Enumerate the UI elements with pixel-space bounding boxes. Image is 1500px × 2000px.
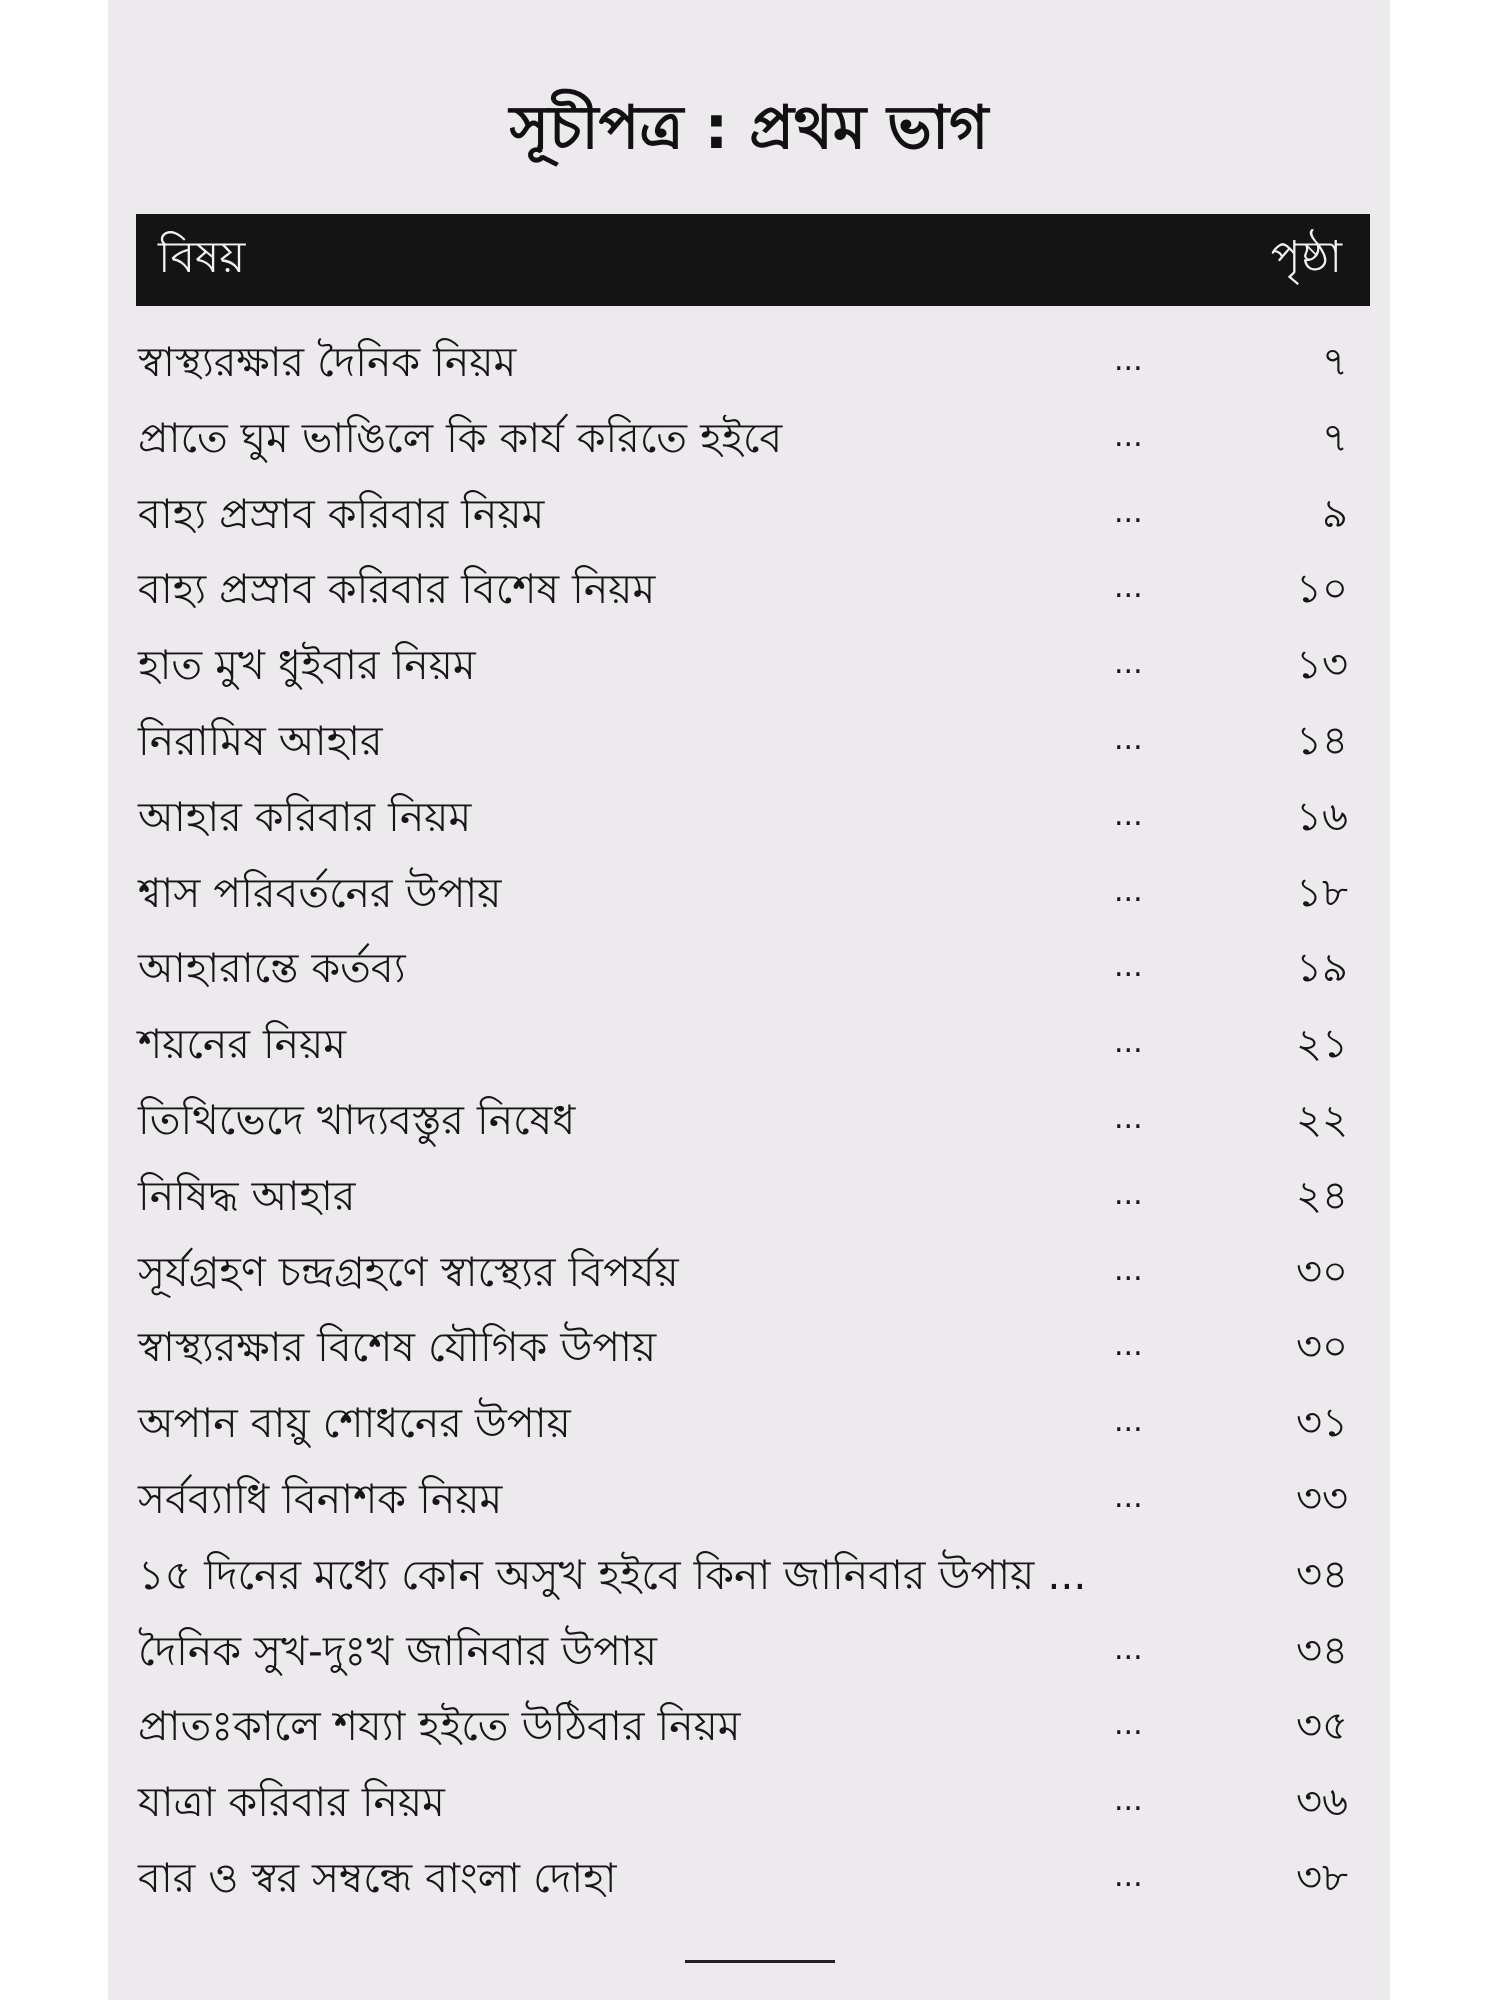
- toc-title: বাহ্য প্রস্রাব করিবার বিশেষ নিয়ম: [138, 565, 656, 614]
- toc-page: ১৯: [1296, 945, 1348, 992]
- toc-entry: [138, 938, 1348, 1014]
- toc-entry: [138, 1393, 1348, 1469]
- footer-rule: [685, 1960, 835, 1963]
- toc-page: ৩৪: [1296, 1551, 1348, 1598]
- toc-entry: [138, 1014, 1348, 1090]
- toc-leader: ...: [1114, 797, 1143, 833]
- header-subject: বিষয়: [158, 232, 246, 283]
- toc-leader: ...: [1114, 1404, 1143, 1440]
- toc-leader: ...: [1114, 570, 1143, 606]
- toc-page: ১৩: [1296, 642, 1348, 689]
- toc-entry: [138, 484, 1348, 560]
- toc-title: অপান বায়ু শোধনের উপায়: [138, 1399, 571, 1448]
- toc-entry: [138, 1242, 1348, 1318]
- toc-title: হাত মুখ ধুইবার নিয়ম: [138, 641, 476, 690]
- toc-title: সর্বব্যাধি বিনাশক নিয়ম: [138, 1474, 503, 1523]
- toc-page: ১৪: [1296, 717, 1348, 764]
- toc-entry: [138, 711, 1348, 787]
- book-page: [108, 0, 1390, 2000]
- toc-title: বাহ্য প্রস্রাব করিবার নিয়ম: [138, 489, 545, 538]
- toc-leader: ...: [1114, 494, 1143, 530]
- toc-page: ২২: [1295, 1096, 1348, 1143]
- toc-list: [138, 332, 1348, 1924]
- toc-title: স্বাস্থ্যরক্ষার দৈনিক নিয়ম: [138, 338, 517, 386]
- header-page: পৃষ্ঠা: [1270, 232, 1342, 283]
- toc-page: ৩১: [1296, 1400, 1348, 1447]
- toc-page: ২১: [1296, 1021, 1348, 1068]
- toc-title: শয়নের নিয়ম: [138, 1020, 347, 1069]
- toc-title: দৈনিক সুখ-দুঃখ জানিবার উপায়: [138, 1626, 658, 1675]
- toc-entry: [138, 1696, 1348, 1772]
- toc-page: ২৪: [1296, 1172, 1348, 1219]
- toc-leader: ...: [1114, 646, 1143, 682]
- toc-entry: [138, 1469, 1348, 1545]
- toc-leader: ...: [1114, 873, 1143, 909]
- toc-page: ১৬: [1296, 793, 1348, 840]
- toc-leader: ...: [1114, 1328, 1143, 1364]
- toc-leader: ...: [1114, 1783, 1143, 1819]
- toc-page: ৭: [1321, 414, 1348, 461]
- toc-page: ৩৫: [1296, 1703, 1348, 1750]
- toc-entry: [138, 1545, 1348, 1621]
- toc-title: প্রাতে ঘুম ভাঙিলে কি কার্য করিতে হইবে: [138, 413, 783, 462]
- toc-title: স্বাস্থ্যরক্ষার বিশেষ যৌগিক উপায়: [138, 1323, 657, 1372]
- toc-leader: ...: [1114, 1252, 1143, 1288]
- toc-leader: ...: [1114, 1176, 1143, 1212]
- toc-page: ৩০: [1295, 1324, 1348, 1371]
- toc-page: ৩৬: [1295, 1779, 1348, 1826]
- toc-title: যাত্রা করিবার নিয়ম: [138, 1778, 445, 1827]
- toc-title: আহারান্তে কর্তব্য: [138, 944, 406, 993]
- toc-page: ৩৮: [1296, 1854, 1348, 1901]
- table-header: [136, 214, 1370, 306]
- toc-leader: ...: [1114, 343, 1143, 378]
- toc-title: প্রাতঃকালে শয্যা হইতে উঠিবার নিয়ম: [138, 1702, 741, 1751]
- toc-title: শ্বাস পরিবর্তনের উপায়: [138, 868, 502, 917]
- toc-page: ৩৪: [1296, 1627, 1348, 1674]
- toc-title: আহার করিবার নিয়ম: [138, 792, 472, 841]
- toc-page: ১৮: [1296, 869, 1348, 916]
- toc-leader: ...: [1114, 1631, 1143, 1667]
- toc-page: ৩৩: [1295, 1475, 1348, 1522]
- toc-entry: [138, 1848, 1348, 1924]
- toc-page: ৭: [1321, 339, 1348, 385]
- toc-leader: ...: [1114, 1100, 1143, 1136]
- toc-page: ১০: [1296, 566, 1348, 613]
- toc-entry: [138, 408, 1348, 484]
- toc-leader: ...: [1114, 721, 1143, 757]
- toc-entry: [138, 1621, 1348, 1697]
- toc-entry: [138, 332, 1348, 408]
- toc-leader: ...: [1114, 1707, 1143, 1743]
- toc-title: সূর্যগ্রহণ চন্দ্রগ্রহণে স্বাস্থ্যের বিপর্যয়: [138, 1247, 679, 1296]
- toc-title: বার ও স্বর সম্বন্ধে বাংলা দোহা: [138, 1853, 617, 1902]
- toc-leader: ...: [1114, 418, 1143, 454]
- toc-entry: [138, 1166, 1348, 1242]
- toc-leader: ...: [1114, 1025, 1143, 1061]
- toc-entry: [138, 635, 1348, 711]
- toc-leader: ...: [1114, 1479, 1143, 1515]
- toc-page: ৯: [1322, 490, 1348, 537]
- toc-title: ১৫ দিনের মধ্যে কোন অসুখ হইবে কিনা জানিবার উপায় ...: [138, 1550, 1087, 1599]
- toc-leader: ...: [1114, 1858, 1143, 1894]
- toc-page: ৩০: [1295, 1248, 1348, 1295]
- toc-title: নিষিদ্ধ আহার: [138, 1171, 356, 1220]
- toc-entry: [138, 1317, 1348, 1393]
- toc-title: নিরামিষ আহার: [138, 716, 383, 765]
- toc-entry: [138, 787, 1348, 863]
- page-title: সূচীপত্র : প্রথম ভাগ: [509, 93, 989, 163]
- toc-entry: [138, 559, 1348, 635]
- toc-title: তিথিভেদে খাদ্যবস্তুর নিষেধ: [138, 1095, 576, 1144]
- toc-entry: [138, 1772, 1348, 1848]
- toc-leader: ...: [1114, 949, 1143, 985]
- toc-entry: [138, 1090, 1348, 1166]
- toc-entry: [138, 863, 1348, 939]
